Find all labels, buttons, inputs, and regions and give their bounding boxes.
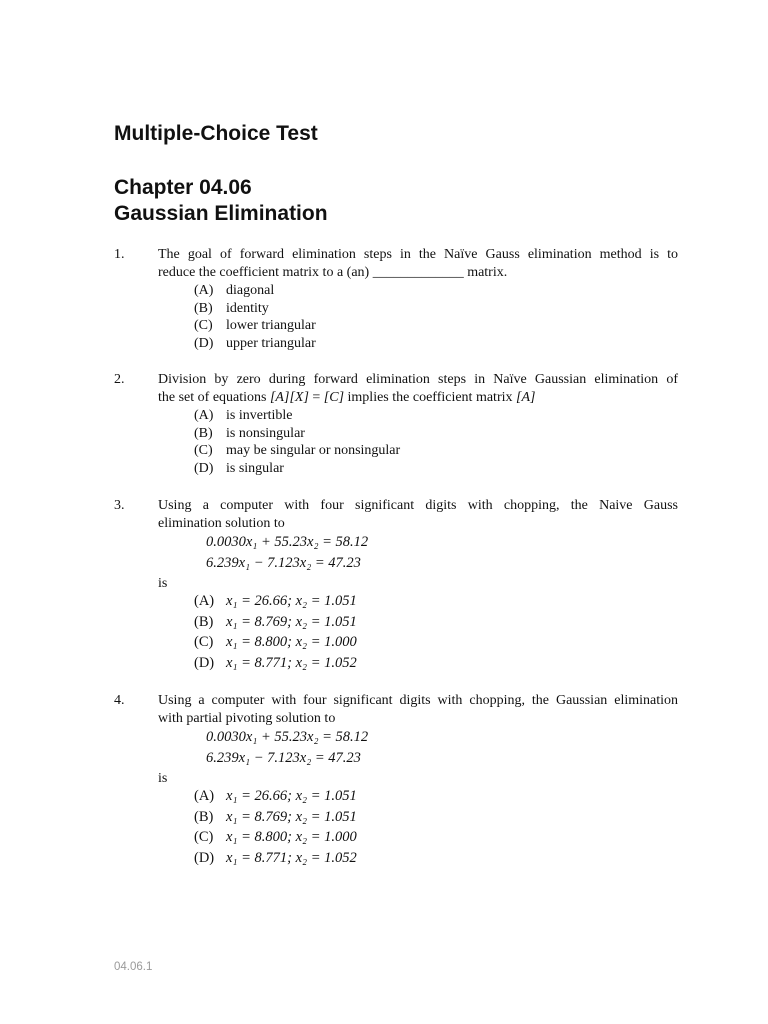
- question-text: [158, 692, 678, 727]
- option-list: [194, 407, 678, 477]
- is-label: is: [158, 576, 168, 591]
- equation-2: 6.239x₁ − 7.123x₂ = 47.23: [206, 555, 361, 571]
- option-b[interactable]: [194, 809, 678, 830]
- option-letter: (A): [194, 283, 214, 298]
- equation-1: 0.0030x₁ + 55.23x₂ = 58.12: [206, 534, 369, 550]
- question-text: [158, 371, 678, 406]
- page-title: Multiple-Choice Test: [114, 122, 318, 145]
- question-text: [158, 497, 678, 532]
- equals-sign: =: [308, 389, 324, 405]
- question-text-line: Division by zero during forward elimination steps in Naïve Gaussian elimination of: [158, 372, 678, 387]
- option-letter: (A): [194, 593, 215, 609]
- option-a[interactable]: [194, 593, 678, 614]
- question-text-line: Using a computer with four significant digits with chopping, the Gaussian elimination: [158, 693, 678, 708]
- option-list: [194, 282, 678, 352]
- option-d[interactable]: [194, 460, 678, 478]
- question-1: [114, 246, 678, 352]
- question-text-line: reduce the coefficient matrix to a (an) _____________ matrix.: [158, 264, 508, 280]
- option-letter: (B): [194, 613, 214, 630]
- option-text: x₁ = 8.771; x₂ = 1.052: [226, 849, 357, 866]
- option-list: [194, 788, 678, 870]
- text-fragment: implies the coefficient matrix: [344, 389, 516, 405]
- question-text-line: [158, 389, 678, 407]
- matrix-x: [X]: [289, 389, 309, 405]
- option-text: diagonal: [226, 283, 275, 298]
- question-number: 4.: [114, 693, 125, 708]
- option-a[interactable]: [194, 407, 678, 425]
- option-text: x₁ = 8.800; x₂ = 1.000: [226, 829, 357, 845]
- option-b[interactable]: [194, 425, 678, 443]
- option-c[interactable]: [194, 442, 678, 460]
- question-text-line: The goal of forward elimination steps in the Naïve Gauss elimination method is to: [158, 247, 678, 262]
- page-number: 04.06.1: [114, 961, 153, 973]
- option-d[interactable]: [194, 655, 678, 676]
- question-text: [158, 246, 678, 281]
- option-text: x₁ = 26.66; x₂ = 1.051: [226, 593, 357, 609]
- option-text: upper triangular: [226, 335, 316, 351]
- option-letter: (C): [194, 634, 214, 650]
- option-b[interactable]: [194, 300, 678, 318]
- option-a[interactable]: [194, 788, 678, 809]
- text-fragment: the set of equations: [158, 389, 270, 405]
- option-letter: (B): [194, 425, 213, 441]
- is-label: is: [158, 771, 168, 786]
- option-text: is nonsingular: [226, 425, 305, 441]
- option-d[interactable]: [194, 850, 678, 871]
- question-text-line: Using a computer with four significant digits with chopping, the Naive Gauss: [158, 498, 678, 513]
- question-number: 1.: [114, 247, 125, 262]
- option-letter: (D): [194, 849, 215, 866]
- question-text-line: with partial pivoting solution to: [158, 710, 336, 726]
- option-text: x₁ = 8.800; x₂ = 1.000: [226, 634, 357, 650]
- option-text: x₁ = 8.771; x₂ = 1.052: [226, 654, 357, 671]
- option-text: is invertible: [226, 408, 293, 423]
- option-c[interactable]: [194, 317, 678, 335]
- option-c[interactable]: [194, 829, 678, 850]
- option-letter: (C): [194, 318, 213, 333]
- option-letter: (D): [194, 654, 215, 671]
- question-4: [114, 692, 678, 870]
- option-list: [194, 593, 678, 675]
- matrix-c: [C]: [323, 389, 345, 405]
- question-number: 2.: [114, 372, 125, 387]
- option-letter: (B): [194, 808, 214, 825]
- equation-2: 6.239x₁ − 7.123x₂ = 47.23: [206, 750, 361, 766]
- question-text-line: elimination solution to: [158, 515, 285, 531]
- option-letter: (D): [194, 335, 214, 351]
- option-letter: (D): [194, 460, 214, 476]
- matrix-a: [A]: [516, 389, 536, 405]
- option-b[interactable]: [194, 614, 678, 635]
- option-letter: (C): [194, 443, 213, 458]
- option-text: is singular: [226, 460, 284, 476]
- option-a[interactable]: [194, 282, 678, 300]
- option-c[interactable]: [194, 634, 678, 655]
- option-letter: (A): [194, 408, 214, 423]
- option-d[interactable]: [194, 335, 678, 353]
- question-3: [114, 497, 678, 675]
- matrix-a: [A]: [269, 389, 290, 405]
- chapter-number: Chapter 04.06: [114, 176, 252, 199]
- equation-1: 0.0030x₁ + 55.23x₂ = 58.12: [206, 729, 369, 745]
- option-letter: (C): [194, 829, 214, 845]
- option-text: x₁ = 8.769; x₂ = 1.051: [226, 808, 357, 825]
- option-letter: (B): [194, 300, 213, 316]
- option-letter: (A): [194, 788, 215, 804]
- chapter-topic: Gaussian Elimination: [114, 202, 328, 225]
- option-text: lower triangular: [226, 318, 316, 333]
- option-text: x₁ = 26.66; x₂ = 1.051: [226, 788, 357, 804]
- option-text: identity: [226, 300, 269, 316]
- option-text: x₁ = 8.769; x₂ = 1.051: [226, 613, 357, 630]
- option-text: may be singular or nonsingular: [226, 443, 401, 458]
- question-2: [114, 371, 678, 477]
- question-number: 3.: [114, 498, 125, 513]
